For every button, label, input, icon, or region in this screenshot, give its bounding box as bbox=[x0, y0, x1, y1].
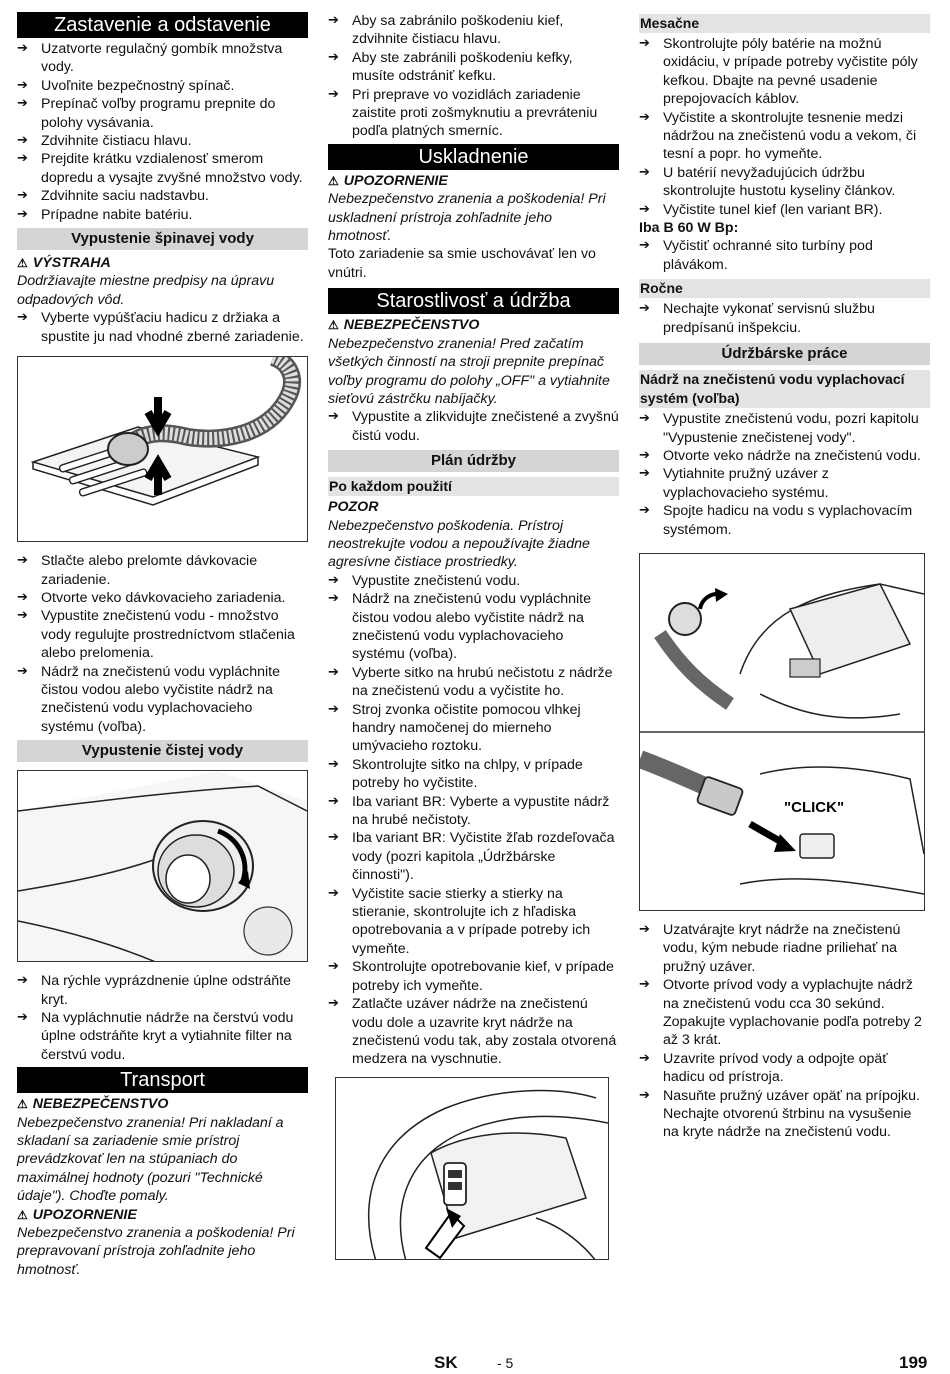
list-item: ➔ Vypustite znečistenú vodu. bbox=[328, 572, 619, 590]
column-left bbox=[17, 12, 308, 1279]
list-item: ➔ Otvorte prívod vody a vyplachujte nádrž na znečistenú vodu cca 30 sekúnd. Zopakujte vyplachovanie podľa potreby 2 až 3 krát. bbox=[639, 976, 930, 1050]
warning-label: ⚠ NEBEZPEČENSTVO bbox=[17, 1096, 169, 1113]
column-right bbox=[639, 12, 930, 1142]
list-item: ➔ Zdvihnite čistiacu hlavu. bbox=[17, 132, 308, 150]
subheading-yearly: Ročne bbox=[639, 279, 930, 298]
subheading-model: Iba B 60 W Bp: bbox=[639, 220, 739, 237]
flush-list-2 bbox=[639, 921, 930, 1142]
list-item: ➔ Prípadne nabite batériu. bbox=[17, 206, 308, 224]
list-item: ➔ Nechajte vykonať servisnú službu predpísanú inšpekciu. bbox=[639, 300, 930, 337]
after-use-list bbox=[328, 572, 619, 1069]
list-item: ➔ Zatlačte uzáver nádrže na znečistenú vodu dole a uzavrite kryt nádrže na znečistenú vodu tak, aby zostala otvorená medzera na vyschnutie. bbox=[328, 995, 619, 1069]
heading-maintenance-work: Údržbárske práce bbox=[639, 343, 930, 365]
warning-text: Nebezpečenstvo zranenia a poškodenia! Pri prepravovaní prístroja zohľadnite jeho hmotnosť. bbox=[17, 1225, 295, 1278]
warning-text: Dodržiavajte miestne predpisy na úpravu odpadových vôd. bbox=[17, 273, 275, 308]
warning-icon: ⚠ bbox=[328, 173, 339, 188]
storage-text: Toto zariadenie sa smie uschovávať len vo vnútri. bbox=[328, 246, 596, 281]
list-item: ➔ Vypustite a zlikvidujte znečistené a zvyšnú čistú vodu. bbox=[328, 408, 619, 445]
warning-text: Nebezpečenstvo zranenia! Pred začatím všetkých činností na stroji prepnite prepínač voľby programu do polohy „OFF" a vytiahnite sieťovú zástrčku nabíjačky. bbox=[328, 335, 610, 407]
list-item: ➔ Vyčistite a skontrolujte tesnenie medzi nádržou na znečistenú vodu a vekom, či tesní a popr. ho vymeňte. bbox=[639, 109, 930, 164]
column-middle bbox=[328, 12, 619, 1270]
heading-dirty-water: Vypustenie špinavej vody bbox=[17, 228, 308, 250]
list-item: ➔ Prejdite krátku vzdialenosť smerom dopredu a vysajte zvyšné množstvo vody. bbox=[17, 150, 308, 187]
flush-list bbox=[639, 410, 930, 539]
warning-text: Nebezpečenstvo poškodenia. Prístroj neostrekujte vodou a nepoužívajte žiadne agresívne čistiace prostriedky. bbox=[328, 517, 590, 571]
list-item: ➔ U batérií nevyžadujúcich údržbu skontrolujte hustotu kyseliny článkov. bbox=[639, 164, 930, 201]
list-item: ➔ Skontrolujte póly batérie na možnú oxidáciu, v prípade potreby vyčistite póly kefkou. Dbajte na pevné usadenie prepojovacích káblov. bbox=[639, 35, 930, 109]
shutdown-list bbox=[17, 40, 308, 224]
warning-icon: ⚠ bbox=[17, 256, 28, 271]
warning-label: ⚠ NEBEZPEČENSTVO bbox=[328, 317, 480, 334]
footer-page-number: 199 bbox=[899, 1353, 928, 1372]
list-item: ➔ Otvorte veko dávkovacieho zariadenia. bbox=[17, 589, 308, 607]
list-item: ➔ Aby ste zabránili poškodeniu kefky, musíte odstrániť kefku. bbox=[328, 49, 619, 86]
warning-label: ⚠ UPOZORNENIE bbox=[328, 172, 448, 189]
list-item: ➔ Pri preprave vo vozidlách zariadenie zaistite proti zošmyknutiu a prevráteniu podľa platných smerníc. bbox=[328, 86, 619, 141]
warning-label: ⚠ VÝSTRAHA bbox=[17, 255, 111, 272]
warning-label: ⚠ UPOZORNENIE bbox=[17, 1206, 137, 1223]
list-item: ➔ Spojte hadicu na vodu s vyplachovacím systémom. bbox=[639, 502, 930, 539]
heading-clean-water: Vypustenie čistej vody bbox=[17, 740, 308, 762]
list-item: ➔ Otvorte veko nádrže na znečistenú vodu. bbox=[639, 447, 930, 465]
dirty-water-list bbox=[17, 552, 308, 736]
list-item: ➔ Iba variant BR: Vyčistite žľab rozdeľovača vody (pozri kapitola „Údržbárske činnosti"). bbox=[328, 829, 619, 884]
list-item: ➔ Vypustite znečistenú vodu - množstvo vody regulujte prostredníctvom stlačenia alebo prelomenia. bbox=[17, 607, 308, 662]
list-item: ➔ Iba variant BR: Vyberte a vypustite nádrž na hrubé nečistoty. bbox=[328, 793, 619, 830]
subheading-monthly: Mesačne bbox=[639, 14, 930, 33]
list-item: ➔ Nádrž na znečistenú vodu vypláchnite čistou vodou alebo vyčistite nádrž na znečistenú vodu vyplachovacieho systému (voľba). bbox=[17, 663, 308, 737]
warning-text: Nebezpečenstvo zranenia! Pri nakladaní a skladaní sa zariadenie smie prístroj prevádzkovať len na stúpaniach do maximálnej hodnoty (pozuri "Technické údaje"). Choďte pomaly. bbox=[17, 1114, 284, 1205]
list-item: ➔ Zdvihnite saciu nadstavbu. bbox=[17, 187, 308, 205]
list-item: ➔ Stroj zvonka očistite pomocou vlhkej handry namočenej do mierneho umývacieho roztoku. bbox=[328, 701, 619, 756]
list-item: ➔ Vyberte sitko na hrubú nečistotu z nádrže na znečistenú vodu a vyčistite ho. bbox=[328, 664, 619, 701]
list-item: ➔ Uzatvorte regulačný gombík množstva vody. bbox=[17, 40, 308, 77]
list-item: ➔ Uzavrite prívod vody a odpojte opäť hadicu od prístroja. bbox=[639, 1050, 930, 1087]
warning-label: POZOR bbox=[328, 499, 379, 516]
subheading-flush-system: Nádrž na znečistenú vodu vyplachovací systém (voľba) bbox=[639, 370, 930, 408]
list-item: ➔ Uzatvárajte kryt nádrže na znečistenú vodu, kým nebude riadne priliehať na pružný uzáver. bbox=[639, 921, 930, 976]
list-item: ➔ Prepínač voľby programu prepnite do polohy vysávania. bbox=[17, 95, 308, 132]
heading-storage: Uskladnenie bbox=[328, 144, 619, 170]
list-item: ➔ Vyčistiť ochranné sito turbíny pod plávákom. bbox=[639, 237, 930, 274]
click-label: "CLICK" bbox=[784, 798, 845, 816]
list-item: ➔ Na rýchle vyprázdnenie úplne odstráňte kryt. bbox=[17, 972, 308, 1009]
heading-transport: Transport bbox=[17, 1067, 308, 1093]
footer-local-page: - 5 bbox=[497, 1355, 514, 1371]
subheading-after-use: Po každom použití bbox=[328, 477, 619, 496]
list-item: ➔ Skontrolujte opotrebovanie kief, v prípade potreby ich vymeňte. bbox=[328, 958, 619, 995]
figure-clean-water-cap bbox=[17, 770, 308, 962]
figure-drain-hose bbox=[17, 356, 308, 542]
monthly-list bbox=[639, 35, 930, 219]
warning-icon: ⚠ bbox=[17, 1097, 28, 1112]
clean-water-list bbox=[17, 972, 308, 1064]
figure-tank-lid bbox=[335, 1077, 609, 1260]
list-item: ➔ Vypustite znečistenú vodu, pozri kapitolu "Vypustenie znečistenej vody". bbox=[639, 410, 930, 447]
warning-icon: ⚠ bbox=[17, 1207, 28, 1222]
warning-icon: ⚠ bbox=[328, 318, 339, 333]
transport-list bbox=[328, 12, 619, 141]
list-item: ➔ Vyberte vypúšťaciu hadicu z držiaka a spustite ju nad vhodné zberné zariadenie. bbox=[17, 309, 308, 346]
list-item: ➔ Uvoľnite bezpečnostný spínač. bbox=[17, 77, 308, 95]
list-item: ➔ Vyčistite tunel kief (len variant BR). bbox=[639, 201, 930, 219]
heading-shutdown: Zastavenie a odstavenie bbox=[17, 12, 308, 38]
list-item: ➔ Nasuňte pružný uzáver opäť na prípojku. Nechajte otvorenú štrbinu na vysušenie na kryte nádrže na znečistenú vodu. bbox=[639, 1087, 930, 1142]
list-item: ➔ Na vypláchnutie nádrže na čerstvú vodu úplne odstráňte kryt a vytiahnite filter na čerstvú vodu. bbox=[17, 1009, 308, 1064]
list-item: ➔ Skontrolujte sitko na chlpy, v prípade potreby ho vyčistite. bbox=[328, 756, 619, 793]
warning-text: Nebezpečenstvo zranenia a poškodenia! Pri uskladnení prístroja zohľadnite jeho hmotnosť. bbox=[328, 191, 606, 245]
list-item: ➔ Vytiahnite pružný uzáver z vyplachovacieho systému. bbox=[639, 465, 930, 502]
list-item: ➔ Nádrž na znečistenú vodu vypláchnite čistou vodou alebo vyčistite nádrž na znečistenú vodu vyplachovacieho systému (voľba). bbox=[328, 590, 619, 664]
figure-flush-connection bbox=[639, 553, 925, 911]
list-item: ➔ Aby sa zabránilo poškodeniu kief, zdvihnite čistiacu hlavu. bbox=[328, 12, 619, 49]
list-item: ➔ Vyčistite sacie stierky a stierky na stieranie, skontrolujte ich z hľadiska opotrebovania a v prípade potreby ich vymeňte. bbox=[328, 885, 619, 959]
heading-care: Starostlivosť a údržba bbox=[328, 288, 619, 314]
list-item: ➔ Stlačte alebo prelomte dávkovacie zariadenie. bbox=[17, 552, 308, 589]
footer-language: SK bbox=[434, 1353, 458, 1372]
heading-maintenance-plan: Plán údržby bbox=[328, 450, 619, 472]
